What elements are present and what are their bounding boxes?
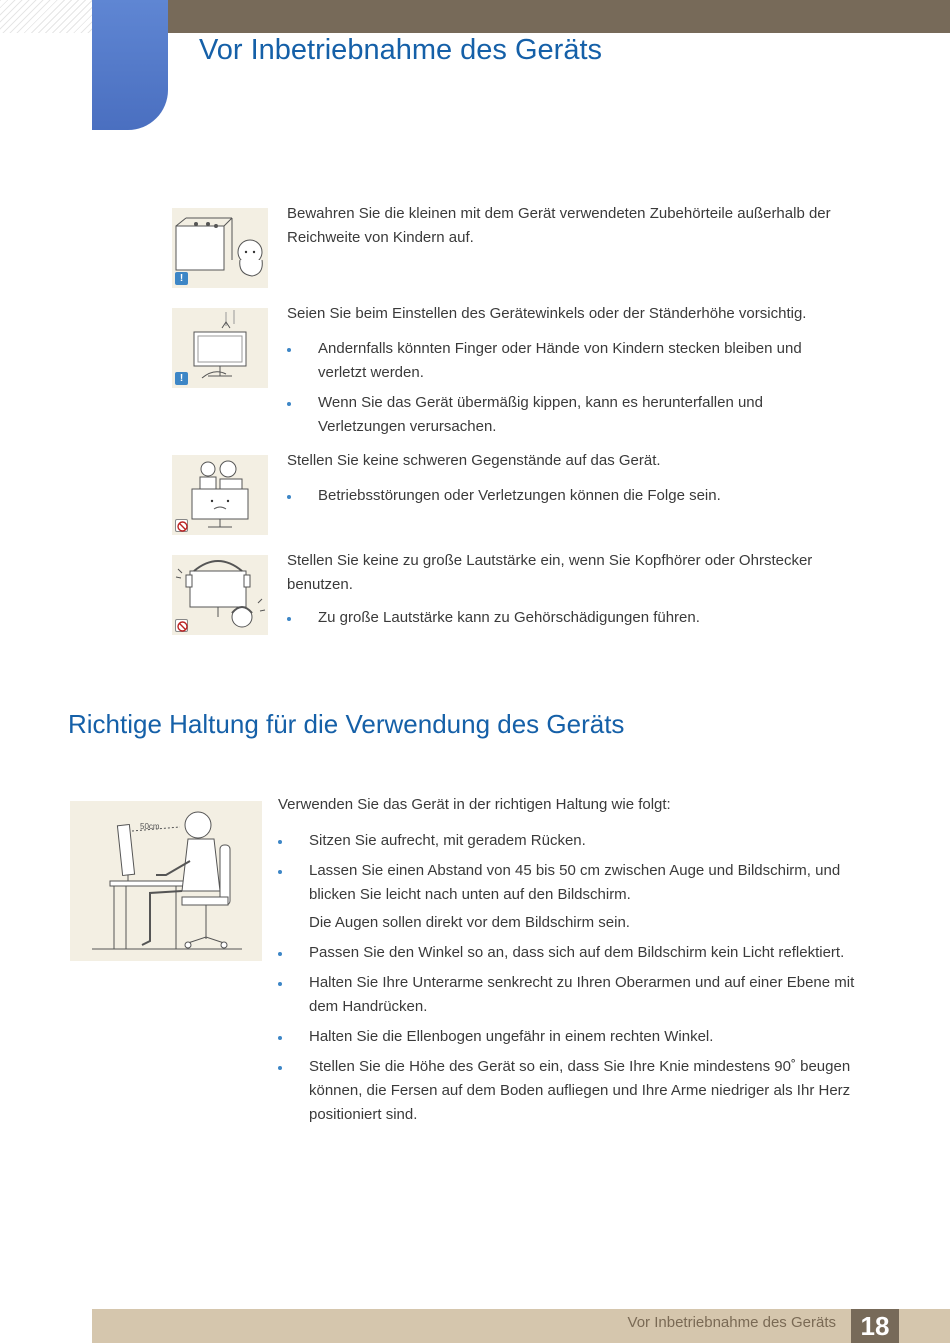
bullet-note: Die Augen sollen direkt vor dem Bildschirm sein. [309, 914, 630, 931]
chapter-tab [92, 0, 168, 130]
illustration-correct-posture [70, 801, 262, 961]
posture-drawing [70, 801, 262, 961]
prohibited-icon [175, 519, 188, 532]
warning-bullet-list [287, 484, 832, 514]
warning-text: Bewahren Sie die kleinen mit dem Gerät verwendeten Zubehörteile außerhalb der Reichweite von Kindern auf. [287, 205, 831, 246]
bullet-item: Halten Sie Ihre Unterarme senkrecht zu Ihren Oberarmen und auf einer Ebene mit dem Handrücken. [278, 971, 868, 1019]
posture-intro: Verwenden Sie das Gerät in der richtigen Haltung wie folgt: [278, 796, 671, 813]
bullet-item: Zu große Lautstärke kann zu Gehörschädigungen führen. [287, 606, 832, 630]
bullet-text: Lassen Sie einen Abstand von 45 bis 50 cm zwischen Auge und Bildschirm, und blicken Sie leicht nach unten auf den Bildschirm. [309, 862, 841, 903]
bullet-item [278, 859, 868, 935]
page-title: Vor Inbetriebnahme des Geräts [199, 34, 603, 66]
section-title: Richtige Haltung für die Verwendung des Geräts [68, 709, 625, 739]
header-hatch-pattern [0, 0, 92, 33]
warning-text: Seien Sie beim Einstellen des Gerätewinkels oder der Ständerhöhe vorsichtig. [287, 305, 807, 322]
warning-text: Stellen Sie keine schweren Gegenstände auf das Gerät. [287, 452, 661, 469]
caution-icon: ! [175, 372, 188, 385]
illustration-heavy-objects [172, 455, 268, 535]
distance-label: 50cm [140, 822, 160, 831]
header-bar [168, 0, 950, 33]
prohibited-icon [175, 619, 188, 632]
illustration-headphones [172, 555, 268, 635]
bullet-item: Halten Sie die Ellenbogen ungefähr in einem rechten Winkel. [278, 1025, 868, 1049]
bullet-item: Andernfalls könnten Finger oder Hände von Kindern stecken bleiben und verletzt werden. [287, 337, 832, 385]
warning-text: Stellen Sie keine zu große Lautstärke ein, wenn Sie Kopfhörer oder Ohrstecker benutzen. [287, 552, 813, 593]
illustration-monitor-fingers [172, 308, 268, 388]
illustration-child-accessories [172, 208, 268, 288]
footer-section-label: Vor Inbetriebnahme des Geräts [627, 1314, 836, 1331]
page-number: 18 [851, 1309, 899, 1343]
bullet-item: Stellen Sie die Höhe des Gerät so ein, dass Sie Ihre Knie mindestens 90˚ beugen können, die Fersen auf dem Boden aufliegen und Ihre Arme niedriger als Ihr Herz positioniert sind. [278, 1055, 868, 1127]
caution-icon: ! [175, 272, 188, 285]
bullet-item: Wenn Sie das Gerät übermäßig kippen, kann es herunterfallen und Verletzungen verursachen. [287, 391, 832, 439]
bullet-item: Sitzen Sie aufrecht, mit geradem Rücken. [278, 829, 868, 853]
bullet-item: Passen Sie den Winkel so an, dass sich auf dem Bildschirm kein Licht reflektiert. [278, 941, 868, 965]
warning-bullet-list [287, 606, 832, 636]
warning-bullet-list [287, 337, 832, 445]
bullet-item: Betriebsstörungen oder Verletzungen können die Folge sein. [287, 484, 832, 508]
posture-bullet-list [278, 829, 868, 1133]
